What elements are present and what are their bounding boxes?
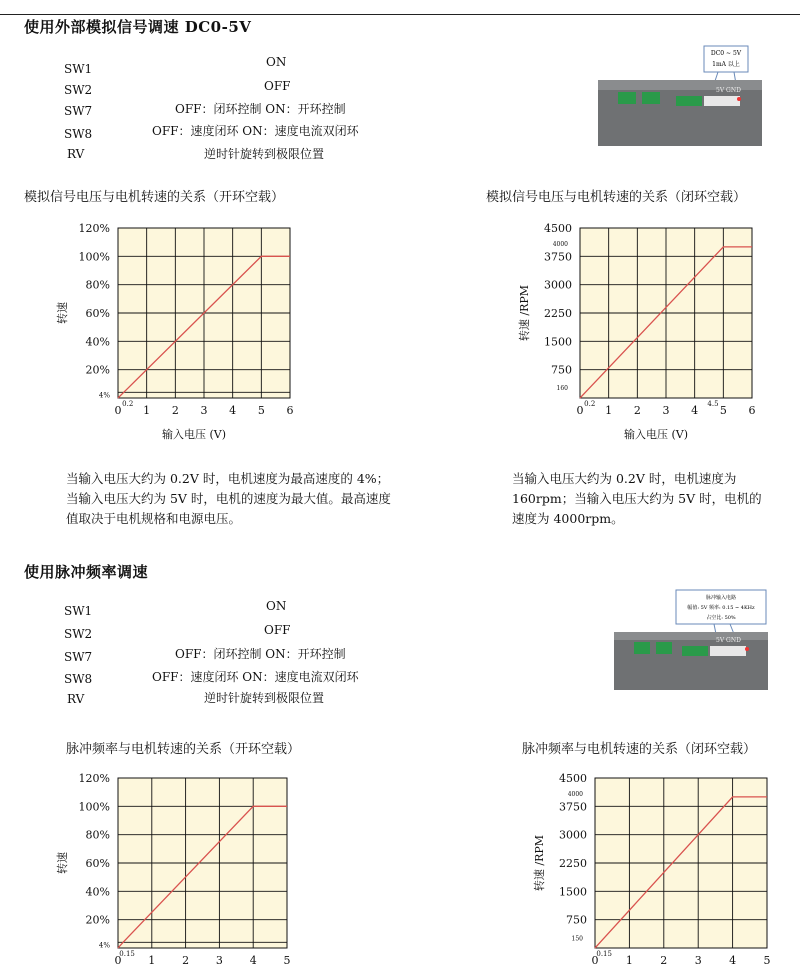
switch-label-sw2: SW2 (64, 83, 93, 97)
x-tick-label: 4 (729, 954, 737, 965)
x-tick-label: 1 (143, 404, 151, 417)
description-analog-open: 当输入电压大约为 0.2V 时，电机速度为最高速度的 4%；当输入电压大约为 5V 时，电机的速度为最大值。最高速度值取决于电机规格和电源电压。 (66, 471, 391, 526)
description-analog-closed: 当输入电压大约为 0.2V 时，电机速度为 160rpm；当输入电压大约为 5V 时，电机的速度为 4000rpm。 (512, 471, 762, 526)
driver-device-image (596, 44, 766, 148)
device-label-line: 幅值: 5V 频率: 0.15 ~ 4KHz (687, 605, 755, 611)
switch-value-sw8: OFF：速度闭环 ON：速度电流双闭环 (152, 124, 359, 138)
y-tick-label: 3750 (544, 250, 572, 264)
y-tick-label: 40% (85, 335, 110, 349)
x-tick-label-minor: 0.15 (119, 950, 135, 958)
x-axis-label: 输入电压 (V) (623, 428, 689, 441)
switch-value-sw2: OFF (264, 623, 291, 637)
top-rule (0, 14, 800, 15)
y-tick-label: 4500 (559, 772, 587, 785)
switch-label-sw7: SW7 (64, 650, 93, 664)
x-axis-label: 输入电压 (V) (161, 428, 227, 441)
y-tick-label-minor: 150 (571, 935, 583, 943)
section-title-pulse: 使用脉冲频率调速 (24, 563, 149, 581)
y-axis-label: 转速 /RPM (518, 284, 531, 342)
switch-value-rv: 逆时针旋转到极限位置 (204, 691, 325, 705)
y-axis-label: 转速 (56, 852, 69, 874)
switch-label-sw8: SW8 (64, 672, 93, 686)
y-tick-label: 80% (85, 828, 110, 842)
y-tick-label: 60% (85, 307, 110, 320)
x-tick-label: 3 (215, 954, 223, 965)
x-tick-label: 2 (633, 404, 641, 417)
y-tick-label: 750 (551, 363, 572, 377)
terminal-labels: 5V GND (716, 87, 741, 94)
x-tick-label: 5 (719, 404, 727, 417)
y-tick-label: 4% (98, 391, 110, 400)
x-tick-label: 5 (257, 404, 265, 417)
x-tick-label: 6 (286, 404, 294, 417)
switch-value-sw1: ON (266, 599, 287, 613)
x-tick-label-minor: 0.15 (596, 950, 612, 958)
x-tick-label: 5 (283, 954, 291, 965)
chart-title-analog-open: 模拟信号电压与电机转速的关系（开环空载） (24, 190, 285, 205)
y-tick-label: 3750 (559, 800, 587, 814)
switch-value-sw7: OFF：闭环控制 ON：开环控制 (175, 647, 346, 661)
y-tick-label: 3000 (544, 278, 572, 292)
switch-label-rv: RV (67, 147, 85, 161)
chart-analog-closed-loop (470, 210, 800, 455)
y-tick-label: 40% (85, 885, 110, 899)
chart-title-pulse-closed: 脉冲频率与电机转速的关系（闭环空载） (522, 742, 757, 757)
chart-pulse-open-loop (0, 760, 330, 965)
device-label-line: 1mA 以上 (712, 61, 740, 68)
y-tick-label: 120% (78, 222, 110, 235)
x-tick-label: 1 (148, 954, 156, 965)
y-tick-label: 1500 (544, 335, 572, 349)
y-axis-label: 转速 /RPM (533, 834, 546, 892)
y-tick-label: 750 (566, 913, 587, 927)
y-tick-label: 4500 (544, 222, 572, 235)
x-tick-label: 2 (182, 954, 190, 965)
device-label-line: DC0 ~ 5V (710, 50, 742, 57)
switch-label-sw7: SW7 (64, 104, 93, 118)
x-tick-label: 0 (591, 954, 599, 965)
y-tick-label: 20% (85, 913, 110, 927)
terminal-labels: 5V GND (716, 637, 741, 644)
section-title-analog: 使用外部模拟信号调速 DC0-5V (24, 18, 252, 36)
x-tick-label: 4 (249, 954, 257, 965)
device-label-line: 占空比: 50% (706, 615, 736, 621)
y-tick-label: 3000 (559, 828, 587, 842)
y-axis-label: 转速 (56, 302, 69, 324)
x-tick-label: 4 (691, 404, 699, 417)
x-tick-label: 6 (748, 404, 756, 417)
chart-pulse-closed-loop (470, 760, 800, 965)
x-tick-label: 3 (694, 954, 702, 965)
switch-label-sw2: SW2 (64, 627, 93, 641)
chart-title-pulse-open: 脉冲频率与电机转速的关系（开环空载） (66, 742, 301, 757)
switch-label-sw8: SW8 (64, 127, 93, 141)
chart-title-analog-closed: 模拟信号电压与电机转速的关系（闭环空载） (486, 190, 747, 205)
y-tick-label-minor: 160 (556, 384, 568, 392)
driver-device-image (612, 588, 772, 693)
x-tick-label-minor: 4.5 (707, 400, 719, 408)
switch-label-rv: RV (67, 692, 85, 706)
switch-value-sw2: OFF (264, 79, 291, 93)
switch-value-sw1: ON (266, 55, 287, 69)
y-tick-label: 120% (78, 772, 110, 785)
x-tick-label: 3 (200, 404, 208, 417)
x-tick-label: 3 (662, 404, 670, 417)
y-tick-label: 80% (85, 278, 110, 292)
x-tick-label: 0 (114, 404, 122, 417)
switch-value-rv: 逆时针旋转到极限位置 (204, 147, 325, 161)
y-tick-label: 20% (85, 363, 110, 377)
y-tick-label: 60% (85, 857, 110, 870)
x-tick-label-minor: 0.2 (122, 400, 134, 408)
x-tick-label: 5 (763, 954, 771, 965)
y-tick-label: 100% (78, 250, 110, 264)
chart-analog-open-loop (0, 210, 330, 455)
device-label-line: 脉冲输入电路 (705, 595, 737, 601)
y-tick-label: 2250 (544, 307, 572, 320)
x-tick-label: 0 (576, 404, 584, 417)
switch-value-sw7: OFF：闭环控制 ON：开环控制 (175, 102, 346, 116)
x-tick-label: 0 (114, 954, 122, 965)
y-tick-label: 2250 (559, 857, 587, 870)
x-tick-label: 1 (605, 404, 613, 417)
x-tick-label-minor: 0.2 (584, 400, 596, 408)
x-tick-label: 1 (625, 954, 633, 965)
x-tick-label: 4 (229, 404, 237, 417)
y-tick-label: 1500 (559, 885, 587, 899)
y-tick-label-minor: 4000 (552, 240, 568, 248)
x-tick-label: 2 (660, 954, 668, 965)
y-tick-label: 100% (78, 800, 110, 814)
switch-label-sw1: SW1 (64, 62, 93, 76)
y-tick-label: 4% (98, 941, 110, 950)
y-tick-label-minor: 4000 (567, 790, 583, 798)
switch-value-sw8: OFF：速度闭环 ON：速度电流双闭环 (152, 670, 359, 684)
x-tick-label: 2 (171, 404, 179, 417)
switch-label-sw1: SW1 (64, 604, 93, 618)
